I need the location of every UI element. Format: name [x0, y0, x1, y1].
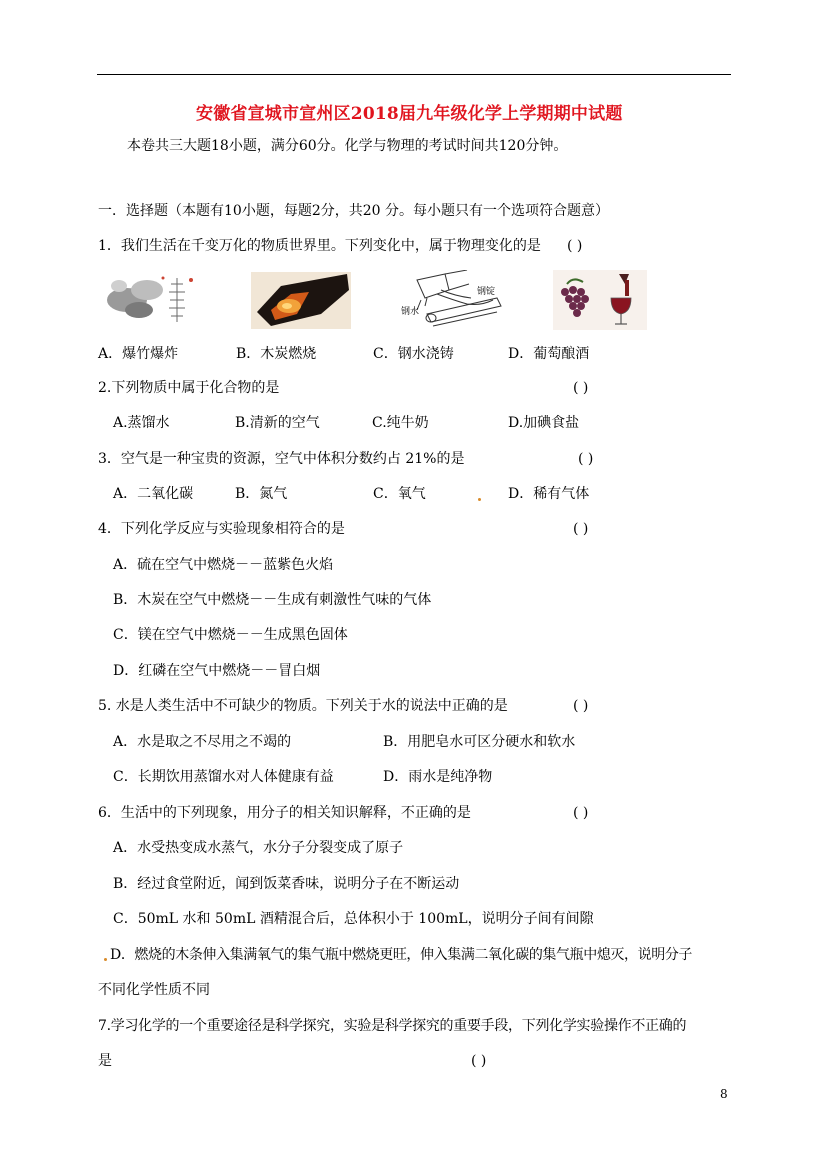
q2-option-b: B.清新的空气: [235, 415, 320, 431]
q1-option-d: D．葡萄酿酒: [508, 346, 590, 362]
q4-answer-blank: ( ): [573, 521, 589, 537]
q6-option-c: C．50mL 水和 50mL 酒精混合后，总体积小于 100mL，说明分子间有间隙: [113, 911, 594, 927]
q5-stem: 5. 水是人类生活中不可缺少的物质。下列关于水的说法中正确的是: [98, 698, 508, 714]
steel-ingot-label: 钢锭: [477, 287, 496, 297]
q7-answer-blank: ( ): [471, 1053, 487, 1069]
q6-option-d-line1: D．燃烧的木条伸入集满氧气的集气瓶中燃烧更旺，伸入集满二氧化碳的集气瓶中熄灭，说明分子: [110, 947, 693, 963]
section-one-heading: 一．选择题（本题有10小题，每题2分，共20 分。每小题只有一个选项符合题意）: [98, 203, 609, 219]
header-rule: [97, 74, 731, 75]
q6-option-d-line2: 不同化学性质不同: [98, 982, 210, 998]
q5-option-b: B．用肥皂水可区分硬水和软水: [383, 734, 576, 750]
q6-stem: 6．生活中的下列现象，用分子的相关知识解释，不正确的是: [98, 805, 471, 821]
q3-option-b: B．氮气: [235, 486, 288, 502]
q3-stem: 3．空气是一种宝贵的资源，空气中体积分数约占 21%的是: [98, 451, 465, 467]
q2-option-d: D.加碘食盐: [508, 415, 580, 431]
steel-water-label: 钢水: [401, 307, 420, 317]
q5-option-c: C．长期饮用蒸馏水对人体健康有益: [113, 769, 334, 785]
q4-stem: 4．下列化学反应与实验现象相符合的是: [98, 521, 345, 537]
q2-option-a: A.蒸馏水: [113, 415, 170, 431]
q3-answer-blank: ( ): [578, 451, 594, 467]
page-title: 安徽省宣城市宣州区2018届九年级化学上学期期中试题: [196, 104, 623, 124]
burning-charcoal-image: [251, 272, 351, 329]
q1-option-b: B．木炭燃烧: [236, 346, 317, 362]
firecracker-image: [103, 270, 199, 326]
q1-option-c: C．钢水浇铸: [373, 346, 454, 362]
q4-option-b: B．木炭在空气中燃烧－－生成有刺激性气味的气体: [113, 592, 432, 608]
page-number: 8: [720, 1087, 728, 1101]
q5-answer-blank: ( ): [573, 698, 589, 714]
q2-answer-blank: ( ): [573, 380, 589, 396]
q5-option-d: D．雨水是纯净物: [383, 769, 493, 785]
q1-option-a: A．爆竹爆炸: [98, 346, 179, 362]
q5-option-a: A．水是取之不尽用之不竭的: [113, 734, 292, 750]
q4-option-d: D．红磷在空气中燃烧－－冒白烟: [113, 663, 321, 679]
grape-wine-image: [553, 270, 647, 330]
q2-option-c: C.纯牛奶: [372, 415, 429, 431]
q3-option-c: C．氧气: [373, 486, 426, 502]
stray-mark: [104, 958, 107, 961]
q6-option-a: A．水受热变成水蒸气，水分子分裂变成了原子: [113, 840, 404, 856]
q6-option-b: B．经过食堂附近，闻到饭菜香味，说明分子在不断运动: [113, 876, 460, 892]
q4-option-a: A．硫在空气中燃烧－－蓝紫色火焰: [113, 557, 334, 573]
q1-stem: 1．我们生活在千变万化的物质世界里。下列变化中，属于物理变化的是: [98, 238, 541, 254]
q3-option-a: A．二氧化碳: [113, 486, 194, 502]
exam-intro: 本卷共三大题18小题，满分60分。化学与物理的考试时间共120分钟。: [127, 138, 568, 154]
stray-mark: [478, 498, 481, 501]
q2-stem: 2.下列物质中属于化合物的是: [98, 380, 280, 396]
q4-option-c: C．镁在空气中燃烧－－生成黑色固体: [113, 627, 348, 643]
steel-casting-image: [397, 270, 507, 332]
q1-answer-blank: ( ): [567, 238, 583, 254]
q7-stem-line2: 是: [98, 1053, 112, 1069]
q3-option-d: D．稀有气体: [508, 486, 590, 502]
q6-answer-blank: ( ): [573, 805, 589, 821]
q7-stem-line1: 7.学习化学的一个重要途径是科学探究，实验是科学探究的重要手段，下列化学实验操作不正确的: [98, 1018, 687, 1034]
